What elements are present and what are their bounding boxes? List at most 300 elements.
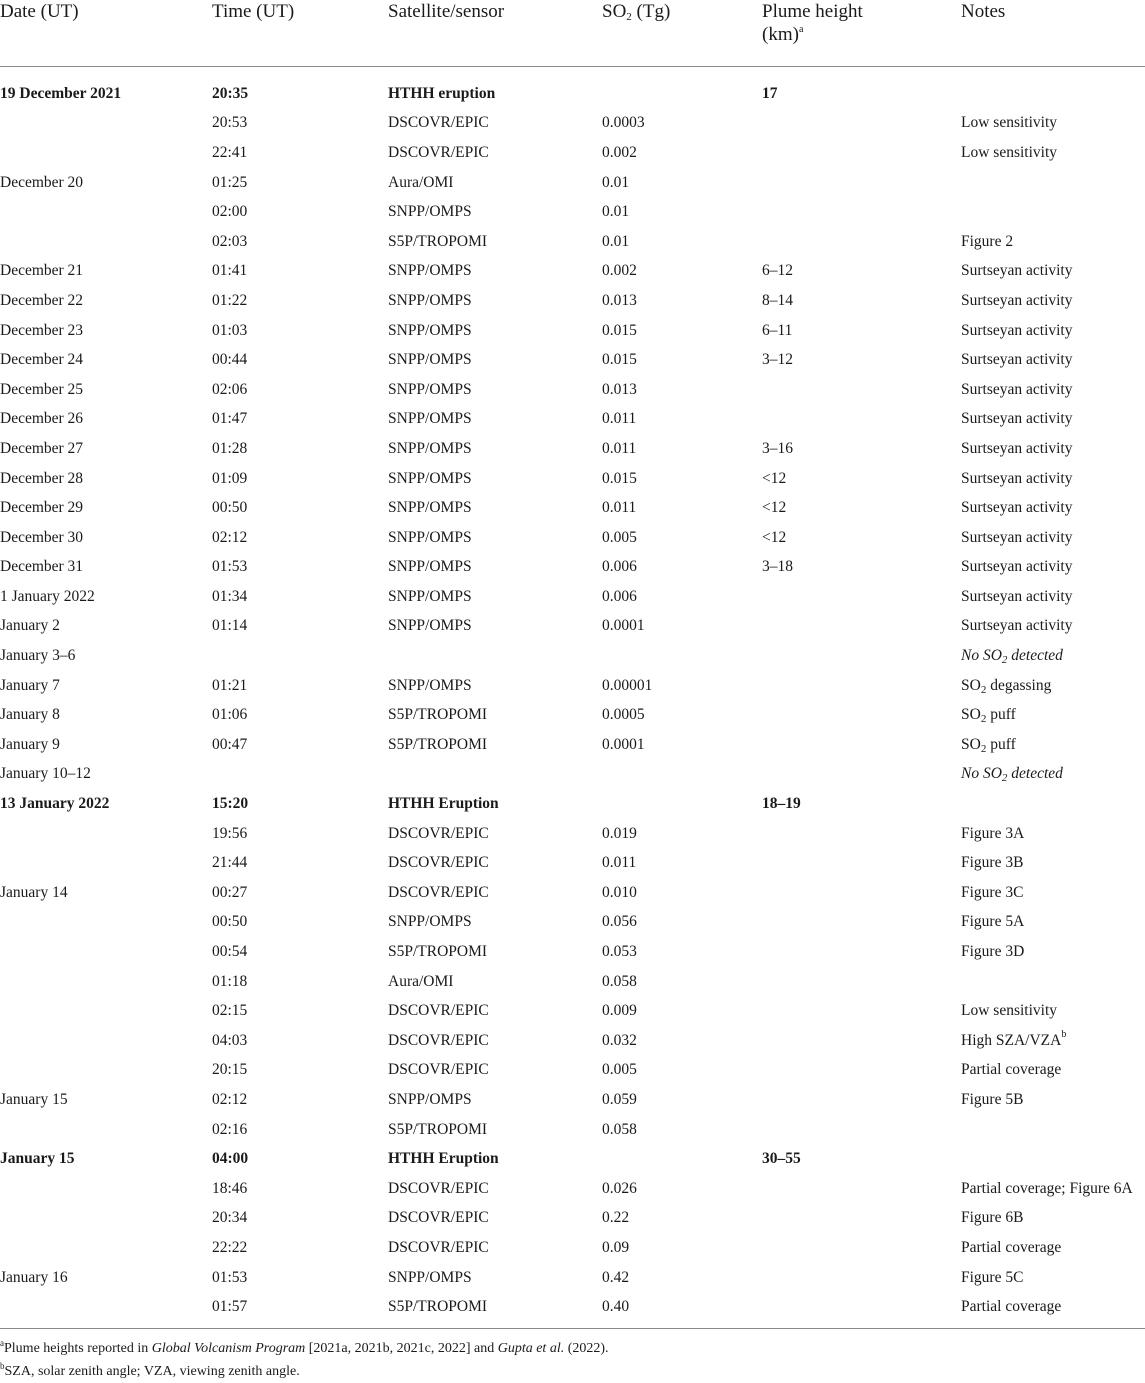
- notes-text: SO: [961, 735, 981, 753]
- cell-date: December 31: [0, 558, 84, 576]
- cell-plume-height: 6–11: [762, 321, 793, 339]
- cell-date: [0, 1026, 212, 1056]
- footnote-a-text-3: (2022).: [564, 1340, 609, 1356]
- cell-time: 02:12: [212, 1090, 248, 1108]
- cell-so2: 0.010: [602, 883, 637, 901]
- cell-time: 01:18: [212, 972, 248, 990]
- cell-date: December 27: [0, 439, 84, 457]
- cell-notes: Surtseyan activity: [961, 439, 1073, 457]
- cell-plume-height: [762, 1115, 961, 1145]
- cell-notes: [961, 1144, 1145, 1174]
- header-date: Date (UT): [0, 0, 212, 67]
- cell-plume-height: [762, 819, 961, 849]
- cell-satellite: SNPP/OMPS: [388, 617, 472, 635]
- cell-plume-height: [762, 1292, 961, 1328]
- cell-date: [0, 1056, 212, 1086]
- table-row: [0, 227, 1145, 257]
- cell-so2: 0.058: [602, 972, 637, 990]
- cell-date: December 24: [0, 351, 84, 369]
- cell-date: December 25: [0, 380, 84, 398]
- cell-plume-height: 8–14: [762, 291, 793, 309]
- cell-plume-height: [762, 671, 961, 701]
- cell-satellite: DSCOVR/EPIC: [388, 1209, 489, 1227]
- cell-plume-height: <12: [762, 499, 787, 517]
- cell-time: 02:15: [212, 1002, 248, 1020]
- cell-time: 02:16: [212, 1120, 248, 1138]
- table-row: [0, 67, 1145, 109]
- table-row: [0, 1263, 1145, 1293]
- cell-so2: 0.013: [602, 380, 637, 398]
- cell-notes: [961, 789, 1145, 819]
- cell-so2: 0.013: [602, 291, 637, 309]
- cell-so2: 0.011: [602, 499, 637, 517]
- header-so2-prefix: SO: [602, 1, 627, 22]
- cell-satellite: SNPP/OMPS: [388, 528, 472, 546]
- cell-satellite: SNPP/OMPS: [388, 676, 472, 694]
- cell-satellite: S5P/TROPOMI: [388, 232, 488, 250]
- cell-date: 19 December 2021: [0, 84, 122, 102]
- cell-plume-height: [762, 700, 961, 730]
- cell-date: [0, 1115, 212, 1145]
- footnote-a-text-2: [2021a, 2021b, 2021c, 2022] and: [305, 1340, 498, 1356]
- cell-time: 02:03: [212, 232, 248, 250]
- cell-date: January 2: [0, 617, 60, 635]
- notes-subscript: 2: [1001, 772, 1008, 785]
- notes-subscript: 2: [1001, 654, 1008, 667]
- cell-date: [0, 819, 212, 849]
- cell-plume-height: 17: [762, 84, 778, 102]
- cell-date: January 10–12: [0, 765, 91, 783]
- cell-satellite: SNPP/OMPS: [388, 558, 472, 576]
- table-row: [0, 1056, 1145, 1086]
- cell-notes: Low sensitivity: [961, 114, 1058, 132]
- table-row: [0, 641, 1145, 671]
- cell-satellite: SNPP/OMPS: [388, 351, 472, 369]
- cell-satellite: SNPP/OMPS: [388, 410, 472, 428]
- footnote-b-mark: b: [0, 1360, 5, 1371]
- cell-date: [0, 197, 212, 227]
- cell-satellite: SNPP/OMPS: [388, 262, 472, 280]
- cell-so2: 0.026: [602, 1179, 637, 1197]
- cell-satellite: SNPP/OMPS: [388, 1090, 472, 1108]
- cell-date: [0, 1292, 212, 1328]
- cell-so2: 0.059: [602, 1090, 637, 1108]
- cell-time: 00:27: [212, 883, 248, 901]
- cell-date: December 23: [0, 321, 84, 339]
- table-body: [0, 67, 1145, 1328]
- notes-subscript: 2: [980, 713, 987, 726]
- cell-so2: 0.058: [602, 1120, 637, 1138]
- cell-notes: [961, 67, 1145, 109]
- cell-date: December 20: [0, 173, 84, 191]
- table-row: [0, 671, 1145, 701]
- cell-satellite: [388, 641, 602, 671]
- table-row: [0, 848, 1145, 878]
- cell-satellite: S5P/TROPOMI: [388, 1120, 488, 1138]
- cell-date: [0, 937, 212, 967]
- cell-so2: 0.00001: [602, 676, 653, 694]
- cell-satellite: SNPP/OMPS: [388, 469, 472, 487]
- cell-satellite: DSCOVR/EPIC: [388, 1002, 489, 1020]
- cell-time: 18:46: [212, 1179, 248, 1197]
- cell-date: [0, 227, 212, 257]
- cell-so2: 0.011: [602, 410, 637, 428]
- cell-notes: [961, 641, 1145, 671]
- cell-so2: 0.0005: [602, 706, 645, 724]
- cell-plume-height: 18–19: [762, 795, 801, 813]
- cell-notes: [961, 700, 1145, 730]
- cell-time: 22:41: [212, 143, 248, 161]
- cell-plume-height: [762, 1056, 961, 1086]
- cell-satellite: SNPP/OMPS: [388, 1268, 472, 1286]
- table-row: [0, 316, 1145, 346]
- cell-so2: 0.09: [602, 1238, 630, 1256]
- cell-satellite: HTHH eruption: [388, 84, 496, 102]
- cell-time: 00:47: [212, 735, 248, 753]
- cell-so2: 0.015: [602, 351, 637, 369]
- cell-time: 04:03: [212, 1031, 248, 1049]
- table-row: [0, 819, 1145, 849]
- cell-date: January 3–6: [0, 647, 76, 665]
- cell-notes: Figure 5B: [961, 1090, 1024, 1108]
- cell-date: [0, 908, 212, 938]
- cell-date: 13 January 2022: [0, 795, 110, 813]
- table-row: [0, 109, 1145, 139]
- cell-notes: Low sensitivity: [961, 143, 1058, 161]
- cell-date: December 21: [0, 262, 84, 280]
- cell-satellite: HTHH Eruption: [388, 1150, 499, 1168]
- cell-time: 01:22: [212, 291, 248, 309]
- cell-plume-height: 30–55: [762, 1150, 801, 1168]
- table-row: [0, 582, 1145, 612]
- table-row: [0, 553, 1145, 583]
- cell-so2: [602, 641, 762, 671]
- table-row: [0, 967, 1145, 997]
- cell-so2: 0.0003: [602, 114, 645, 132]
- cell-notes: Surtseyan activity: [961, 351, 1073, 369]
- table-row: [0, 700, 1145, 730]
- cell-notes: Figure 3B: [961, 854, 1024, 872]
- cell-time: 00:44: [212, 351, 248, 369]
- cell-time: 20:53: [212, 114, 248, 132]
- cell-so2: 0.006: [602, 587, 637, 605]
- cell-satellite: DSCOVR/EPIC: [388, 824, 489, 842]
- table-row: [0, 375, 1145, 405]
- cell-plume-height: [762, 405, 961, 435]
- cell-plume-height: [762, 730, 961, 760]
- table-row: [0, 937, 1145, 967]
- table-row: [0, 197, 1145, 227]
- cell-satellite: S5P/TROPOMI: [388, 706, 488, 724]
- cell-satellite: SNPP/OMPS: [388, 587, 472, 605]
- cell-so2: 0.42: [602, 1268, 630, 1286]
- cell-date: January 14: [0, 883, 68, 901]
- header-plume-footnote-mark: a: [798, 24, 804, 35]
- cell-notes: Figure 5A: [961, 913, 1025, 931]
- cell-satellite: SNPP/OMPS: [388, 321, 472, 339]
- cell-time: 22:22: [212, 1238, 248, 1256]
- cell-satellite: SNPP/OMPS: [388, 291, 472, 309]
- cell-so2: [602, 1144, 762, 1174]
- cell-so2: 0.056: [602, 913, 637, 931]
- table-row: [0, 434, 1145, 464]
- cell-satellite: SNPP/OMPS: [388, 499, 472, 517]
- cell-plume-height: [762, 109, 961, 139]
- header-time: Time (UT): [212, 0, 388, 67]
- cell-notes: Surtseyan activity: [961, 321, 1073, 339]
- cell-time: 01:09: [212, 469, 248, 487]
- notes-text-suffix: degassing: [986, 676, 1052, 694]
- header-plume-line1: Plume height: [762, 1, 863, 22]
- cell-plume-height: [762, 1204, 961, 1234]
- cell-time: [212, 760, 388, 790]
- cell-date: [0, 1174, 212, 1204]
- cell-notes: Surtseyan activity: [961, 469, 1073, 487]
- cell-plume-height: <12: [762, 528, 787, 546]
- cell-satellite: DSCOVR/EPIC: [388, 854, 489, 872]
- cell-notes: [961, 1026, 1145, 1056]
- cell-date: January 7: [0, 676, 60, 694]
- cell-time: [212, 641, 388, 671]
- table-row: [0, 1144, 1145, 1174]
- cell-so2: [602, 789, 762, 819]
- table-row: [0, 1115, 1145, 1145]
- cell-time: 02:06: [212, 380, 248, 398]
- cell-notes: Surtseyan activity: [961, 380, 1073, 398]
- cell-plume-height: 3–16: [762, 439, 793, 457]
- cell-time: 19:56: [212, 824, 248, 842]
- cell-notes: Surtseyan activity: [961, 499, 1073, 517]
- cell-time: 20:15: [212, 1061, 248, 1079]
- footnote-a-text-1: Plume heights reported in: [4, 1340, 152, 1356]
- notes-footnote-mark: b: [1061, 1028, 1067, 1040]
- cell-so2: [602, 67, 762, 109]
- cell-time: 01:53: [212, 558, 248, 576]
- notes-text: High SZA/VZA: [961, 1031, 1062, 1049]
- header-so2: [602, 0, 762, 67]
- footnote-a-mark: a: [0, 1337, 4, 1348]
- cell-notes: Surtseyan activity: [961, 528, 1073, 546]
- cell-plume-height: [762, 197, 961, 227]
- cell-notes: Figure 6B: [961, 1209, 1024, 1227]
- cell-satellite: [388, 760, 602, 790]
- cell-satellite: DSCOVR/EPIC: [388, 883, 489, 901]
- cell-so2: 0.40: [602, 1298, 630, 1316]
- cell-so2: [602, 760, 762, 790]
- header-plume-height: [762, 0, 961, 67]
- table-row: [0, 1292, 1145, 1328]
- cell-time: 01:47: [212, 410, 248, 428]
- cell-time: 20:35: [212, 84, 249, 102]
- notes-text-suffix: detected: [1007, 765, 1063, 783]
- cell-time: 21:44: [212, 854, 248, 872]
- cell-plume-height: [762, 1233, 961, 1263]
- notes-subscript: 2: [980, 742, 987, 755]
- cell-so2: 0.032: [602, 1031, 637, 1049]
- cell-notes: [961, 671, 1145, 701]
- cell-so2: 0.053: [602, 943, 637, 961]
- cell-notes: Surtseyan activity: [961, 558, 1073, 576]
- cell-satellite: SNPP/OMPS: [388, 380, 472, 398]
- cell-date: January 9: [0, 735, 60, 753]
- cell-so2: 0.002: [602, 143, 637, 161]
- table-row: [0, 523, 1145, 553]
- cell-notes: [961, 730, 1145, 760]
- header-plume-line2: (km): [762, 24, 799, 45]
- cell-time: 15:20: [212, 795, 249, 813]
- cell-notes: Low sensitivity: [961, 1002, 1058, 1020]
- cell-time: 00:50: [212, 913, 248, 931]
- table-row: [0, 878, 1145, 908]
- cell-so2: 0.0001: [602, 617, 645, 635]
- cell-plume-height: 3–18: [762, 558, 793, 576]
- cell-time: 02:00: [212, 203, 248, 221]
- cell-date: [0, 138, 212, 168]
- cell-plume-height: [762, 227, 961, 257]
- table-row: [0, 1026, 1145, 1056]
- table-row: [0, 138, 1145, 168]
- cell-satellite: DSCOVR/EPIC: [388, 1179, 489, 1197]
- cell-satellite: SNPP/OMPS: [388, 203, 472, 221]
- cell-so2: 0.01: [602, 232, 630, 250]
- cell-so2: 0.011: [602, 439, 637, 457]
- cell-plume-height: [762, 848, 961, 878]
- cell-plume-height: [762, 582, 961, 612]
- cell-plume-height: 6–12: [762, 262, 793, 280]
- cell-time: 02:12: [212, 528, 248, 546]
- footnote-b-text: SZA, solar zenith angle; VZA, viewing zenith angle.: [4, 1363, 300, 1379]
- cell-plume-height: [762, 168, 961, 198]
- cell-time: 01:06: [212, 706, 248, 724]
- cell-time: 01:41: [212, 262, 248, 280]
- table-row: [0, 168, 1145, 198]
- cell-notes: Figure 3D: [961, 943, 1025, 961]
- cell-date: December 30: [0, 528, 84, 546]
- notes-text: No SO: [961, 765, 1002, 783]
- cell-plume-height: [762, 375, 961, 405]
- cell-notes: Partial coverage; Figure 6A: [961, 1179, 1133, 1197]
- cell-so2: 0.019: [602, 824, 637, 842]
- table-row: [0, 345, 1145, 375]
- cell-notes: [961, 197, 1145, 227]
- cell-notes: Surtseyan activity: [961, 262, 1073, 280]
- table-row: [0, 730, 1145, 760]
- cell-plume-height: <12: [762, 469, 787, 487]
- cell-plume-height: [762, 878, 961, 908]
- cell-so2: 0.015: [602, 469, 637, 487]
- header-satellite: Satellite/sensor: [388, 0, 602, 67]
- notes-text-suffix: puff: [986, 706, 1016, 724]
- notes-text-suffix: puff: [986, 735, 1016, 753]
- header-so2-subscript: 2: [626, 11, 632, 23]
- cell-date: [0, 1204, 212, 1234]
- cell-so2: 0.01: [602, 173, 630, 191]
- table-row: [0, 405, 1145, 435]
- cell-satellite: SNPP/OMPS: [388, 439, 472, 457]
- table-row: [0, 1204, 1145, 1234]
- cell-notes: [961, 1115, 1145, 1145]
- cell-plume-height: [762, 996, 961, 1026]
- notes-subscript: 2: [980, 683, 987, 696]
- cell-so2: 0.01: [602, 203, 630, 221]
- cell-time: 20:34: [212, 1209, 248, 1227]
- cell-notes: Figure 3C: [961, 883, 1024, 901]
- cell-satellite: SNPP/OMPS: [388, 913, 472, 931]
- cell-satellite: S5P/TROPOMI: [388, 735, 488, 753]
- table-row: [0, 789, 1145, 819]
- cell-plume-height: [762, 937, 961, 967]
- cell-plume-height: [762, 612, 961, 642]
- cell-notes: [961, 168, 1145, 198]
- cell-notes: Partial coverage: [961, 1061, 1062, 1079]
- cell-notes: Surtseyan activity: [961, 587, 1073, 605]
- cell-date: [0, 1233, 212, 1263]
- cell-date: January 16: [0, 1268, 68, 1286]
- header-notes: Notes: [961, 0, 1145, 67]
- cell-notes: [961, 760, 1145, 790]
- cell-notes: Partial coverage: [961, 1238, 1062, 1256]
- cell-date: December 26: [0, 410, 84, 428]
- cell-so2: 0.005: [602, 1061, 637, 1079]
- cell-notes: Surtseyan activity: [961, 291, 1073, 309]
- footnote-b: [0, 1360, 1145, 1383]
- cell-plume-height: [762, 1085, 961, 1115]
- cell-so2: 0.009: [602, 1002, 637, 1020]
- cell-time: 01:28: [212, 439, 248, 457]
- cell-satellite: DSCOVR/EPIC: [388, 1238, 489, 1256]
- cell-plume-height: [762, 967, 961, 997]
- footnote-a-citation-1: Global Volcanism Program: [151, 1340, 306, 1356]
- table-row: [0, 286, 1145, 316]
- cell-so2: 0.006: [602, 558, 637, 576]
- notes-text: SO: [961, 706, 981, 724]
- cell-date: 1 January 2022: [0, 587, 95, 605]
- cell-date: January 15: [0, 1150, 75, 1168]
- cell-so2: 0.011: [602, 854, 637, 872]
- cell-time: 01:03: [212, 321, 248, 339]
- cell-so2: 0.0001: [602, 735, 645, 753]
- notes-text: No SO: [961, 647, 1002, 665]
- table-header: [0, 0, 1145, 67]
- cell-satellite: Aura/OMI: [388, 173, 454, 191]
- cell-time: 01:25: [212, 173, 248, 191]
- header-so2-suffix: (Tg): [631, 1, 671, 22]
- cell-satellite: DSCOVR/EPIC: [388, 143, 489, 161]
- cell-so2: 0.002: [602, 262, 637, 280]
- table-row: [0, 493, 1145, 523]
- table-row: [0, 464, 1145, 494]
- table-row: [0, 1233, 1145, 1263]
- cell-notes: Surtseyan activity: [961, 410, 1073, 428]
- cell-notes: Figure 5C: [961, 1268, 1024, 1286]
- cell-plume-height: [762, 760, 961, 790]
- cell-date: December 28: [0, 469, 84, 487]
- table-row: [0, 996, 1145, 1026]
- cell-plume-height: [762, 908, 961, 938]
- cell-time: 01:53: [212, 1268, 248, 1286]
- footnote-a: [0, 1337, 1145, 1360]
- cell-date: December 29: [0, 499, 84, 517]
- table-row: [0, 1085, 1145, 1115]
- cell-plume-height: [762, 1026, 961, 1056]
- footnotes: [0, 1329, 1145, 1383]
- cell-date: [0, 967, 212, 997]
- cell-date: [0, 109, 212, 139]
- cell-satellite: DSCOVR/EPIC: [388, 1031, 489, 1049]
- footnote-a-citation-2: Gupta et al.: [497, 1340, 565, 1356]
- cell-notes: Surtseyan activity: [961, 617, 1073, 635]
- cell-plume-height: [762, 138, 961, 168]
